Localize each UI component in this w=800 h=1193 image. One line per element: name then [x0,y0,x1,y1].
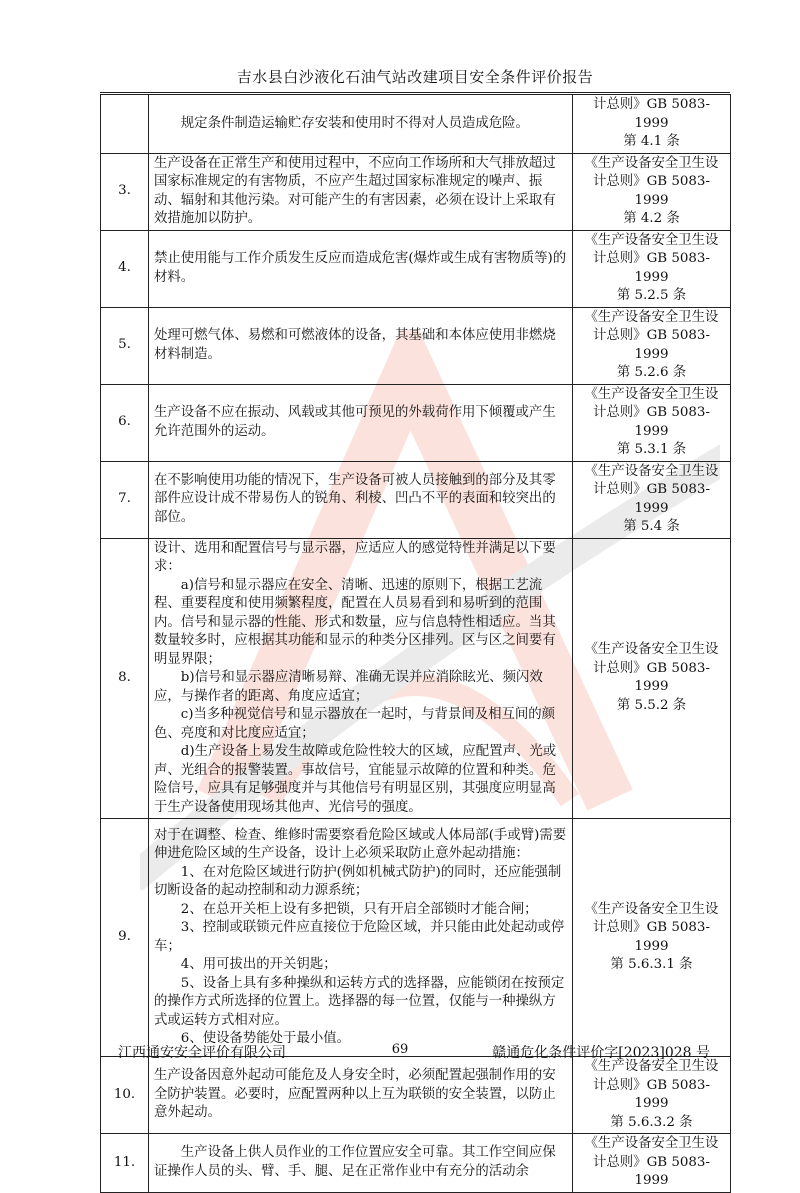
reference-line: 第 5.6.3.1 条 [610,957,693,972]
row-reference [573,384,731,461]
reference-line: 《生产设备安全卫生设 [584,901,719,917]
row-reference [573,819,731,1057]
reference-line: 计总则》GB 5083-1999 [593,405,710,439]
content-paragraph: 2、在总开关柜上设有多把锁，只有开启全部锁时才能合闸； [180,901,538,917]
reference-line: 《生产设备安全卫生设 [584,386,719,402]
reference-line: 计总则》GB 5083-1999 [593,251,710,285]
reference-line: 计总则》GB 5083-1999 [593,97,710,131]
row-number: 9. [101,819,149,1057]
reference-line: 计总则》GB 5083-1999 [593,482,710,516]
content-paragraph: 规定条件制造运输贮存安装和使用时不得对人员造成危险。 [180,115,529,131]
row-number: 10. [101,1057,149,1134]
row-content [149,384,573,461]
content-paragraph: 处理可燃气体、易燃和可燃液体的设备，其基础和本体应使用非燃烧材料制造。 [154,328,556,362]
table-row [101,819,731,1057]
requirements-table [100,94,731,1193]
reference-line: 《生产设备安全卫生设 [584,232,719,248]
content-paragraph: 3、控制或联锁元件应直接位于危险区域，并只能由此处起动或停车； [154,920,565,954]
row-number: 6. [101,384,149,461]
content-paragraph: 5、设备上具有多种操纵和运转方式的选择器，应能锁闭在按预定的操作方式所选择的位置上。选择器的每一位置，仅能与一种操纵方式或运转方式相对应。 [154,975,565,1028]
row-content [149,95,573,154]
reference-line: 《生产设备安全卫生设 [584,1136,719,1151]
row-number: 7. [101,461,149,538]
row-content [149,538,573,819]
content-paragraph: 4、用可拔出的开关钥匙； [180,957,337,972]
table-row [101,384,731,461]
footer-page-number: 69 [391,1042,409,1057]
row-reference [573,1134,731,1193]
content-paragraph: 设计、选用和配置信号与显示器，应适应人的感觉特性并满足以下要求： [154,540,556,574]
reference-line: 《生产设备安全卫生设 [584,155,719,171]
reference-line: 《生产设备安全卫生设 [584,463,719,479]
reference-line: 第 5.6.3.2 条 [610,1114,693,1130]
row-reference [573,307,731,384]
content-paragraph: a)信号和显示器应在安全、清晰、迅速的原则下，根据工艺流程、重要程度和使用频繁程度，配置在人员易看到和易听到的范围内。信号和显示器的性能、形式和数量，应与信息特性相适应。当其数量较多时，应根据其功能和显示的种类分区排列。区与区之间要有明显界限； [154,577,556,667]
footer-document-number: 赣通危化条件评价字[2023]028 号 [492,1045,710,1061]
row-reference [573,538,731,819]
row-content [149,307,573,384]
row-content [149,461,573,538]
reference-line: 计总则》GB 5083-1999 [593,1077,710,1111]
table-row [101,461,731,538]
content-paragraph: 在不影响使用功能的情况下，生产设备可被人员接触到的部分及其零部件应设计成不带易伤人的锐角、利棱、凹凸不平的表面和较突出的部位。 [154,472,556,525]
row-reference [573,461,731,538]
reference-line: 第 4.2 条 [623,211,680,226]
content-paragraph: b)信号和显示器应清晰易辩、准确无误并应消除眩光、频闪效应，与操作者的距离、角度应适宜； [154,670,543,704]
reference-line: 《生产设备安全卫生设 [584,1059,719,1074]
row-content [149,1134,573,1193]
table-row [101,230,731,307]
page-header: 吉水县白沙液化石油气站改建项目安全条件评价报告 [236,68,594,86]
reference-line: 计总则》GB 5083-1999 [593,174,710,208]
content-paragraph: 1、在对危险区域进行防护(例如机械式防护)的同时，还应能强制切断设备的起动控制和动力源系统； [154,864,562,898]
reference-line: 第 5.3.1 条 [616,442,687,457]
reference-line: 第 5.5.2 条 [616,697,687,713]
reference-line: 《生产设备安全卫生设 [584,642,719,658]
row-content [149,230,573,307]
row-number: 3. [101,153,149,230]
content-paragraph: 生产设备因意外起动可能危及人身安全时，必须配置起强制作用的安全防护装置。必要时，应配置两种以上互为联锁的安全装置，以防止意外起动。 [154,1068,556,1121]
content-paragraph: 生产设备在正常生产和使用过程中，不应向工作场所和大气排放超过国家标准规定的有害物质，不应产生超过国家标准规定的噪声、振动、辐射和其他污染。对可能产生的有害因素，必须在设计上采取有效措施加以防护。 [154,155,556,226]
row-reference [573,1057,731,1134]
reference-line: 第 4.1 条 [623,134,680,149]
table-row [101,307,731,384]
row-reference [573,230,731,307]
content-paragraph: 生产设备上供人员作业的工作位置应安全可靠。其工作空间应保证操作人员的头、臂、手、腿、足在正常作业中有充分的活动余 [154,1145,556,1179]
table-row [101,95,731,154]
reference-line: 计总则》GB 5083-1999 [593,1154,710,1188]
row-number: 4. [101,230,149,307]
row-content [149,1057,573,1134]
header-rule [100,92,730,93]
reference-line: 计总则》GB 5083-1999 [593,328,710,362]
row-number: 11. [101,1134,149,1193]
reference-line: 计总则》GB 5083-1999 [593,920,710,954]
reference-line: 第 5.2.5 条 [616,288,687,303]
reference-line: 第 5.2.6 条 [616,365,687,380]
content-paragraph: 对于在调整、检查、维修时需要察看危险区域或人体局部(手或臂)需要伸进危险区域的生产设备，设计上必须采取防止意外起动措施： [154,827,567,861]
content-paragraph: 禁止使用能与工作介质发生反应而造成危害(爆炸或生成有害物质等)的材料。 [154,251,567,285]
table-row [101,1134,731,1193]
reference-line: 《生产设备安全卫生设 [584,309,719,325]
content-paragraph: 6、使设备势能处于最小值。 [180,1031,351,1046]
table-row [101,538,731,819]
table-row [101,153,731,230]
row-number: 5. [101,307,149,384]
reference-line: 第 5.4 条 [623,519,680,534]
content-paragraph: 生产设备不应在振动、风载或其他可预见的外载荷作用下倾覆或产生允许范围外的运动。 [154,405,556,439]
content-paragraph: d)生产设备上易发生故障或危险性较大的区域，应配置声、光或声、光组合的报警装置。事故信号，宜能显示故障的位置和种类。危险信号，应具有足够强度并与其他信号有明显区别，其强度应明显高于生产设备使用现场其他声、光信号的强度。 [154,744,557,815]
row-reference [573,153,731,230]
row-reference [573,95,731,154]
footer-company: 江西通安安全评价有限公司 [118,1045,286,1061]
row-number [101,95,149,154]
row-content [149,153,573,230]
reference-line: 计总则》GB 5083-1999 [593,660,710,695]
row-content [149,819,573,1057]
table-row [101,1057,731,1134]
content-paragraph: c)当多种视觉信号和显示器放在一起时，与背景间及相互间的颜色、亮度和对比度应适宜； [154,707,556,741]
row-number: 8. [101,538,149,819]
